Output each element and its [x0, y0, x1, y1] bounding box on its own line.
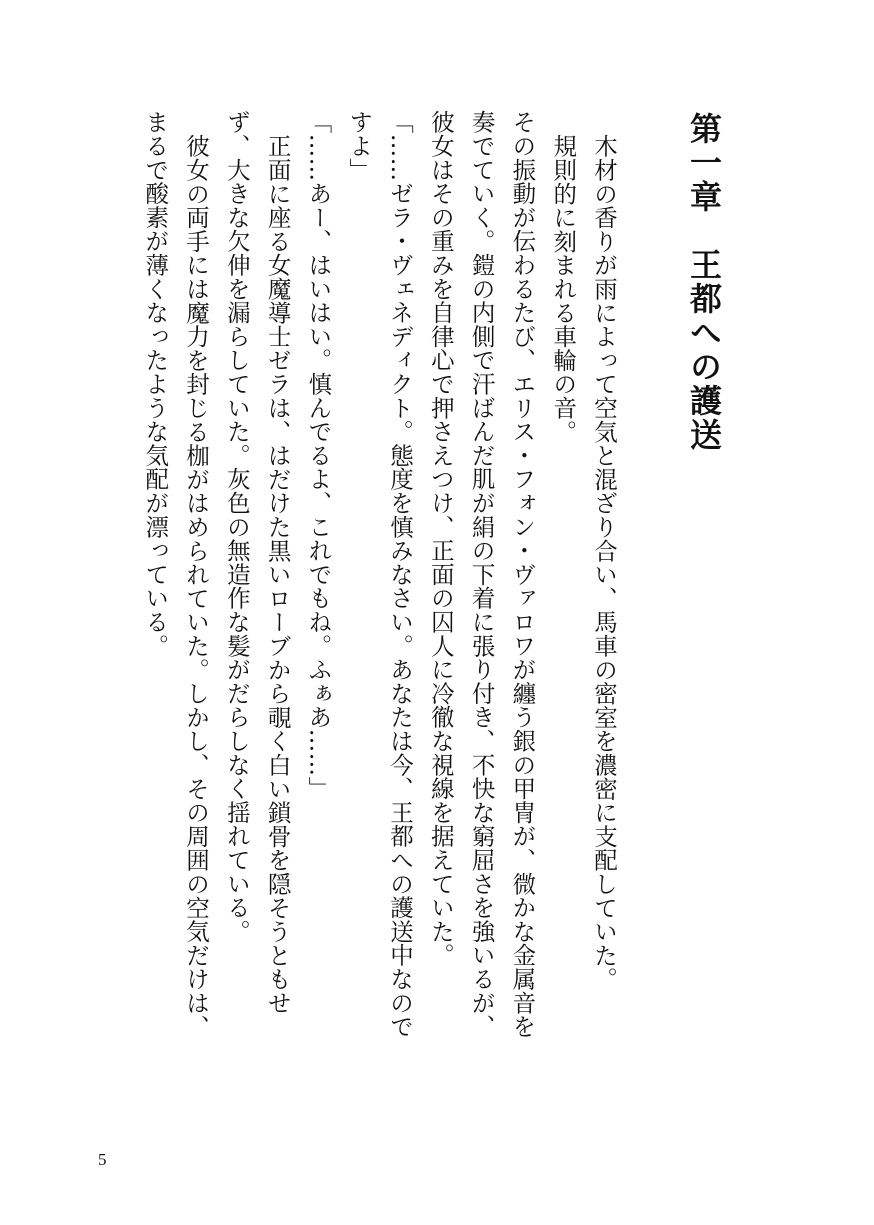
paragraph: 規則的に刻まれる車輪の音。 [549, 133, 578, 443]
paragraph: 正面に座る女魔導士ゼラは、はだけた黒いローブから覗く白い鎖骨を隠そうともせず、大きな欠伸を漏らしていた。灰色の無造作な髪がだらしなく揺れている。 [222, 110, 292, 1015]
chapter-title: 第一章 王都への護送 [685, 112, 723, 452]
page-number: 5 [98, 1150, 107, 1169]
dialogue-line: 「……ゼラ・ヴェネディクト。態度を慎みなさい。あなたは今、王都への護送中なのですよ」 [345, 110, 415, 1039]
paragraph: 彼女の両手には魔力を封じる枷がはめられていた。しかし、その周囲の空気だけは、まるで酸素が薄くなったような気配が漂っている。 [141, 110, 211, 1038]
dialogue-line: 「……あー、はいはい。慎んでるよ、これでもね。ふぁあ……」 [304, 110, 333, 801]
paragraph: その振動が伝わるたび、エリス・フォン・ヴァロワが纏う銀の甲冑が、微かな金属音を奏でていく。鎧の内側で汗ばんだ肌が絹の下着に張り付き、不快な窮屈さを強いるが、彼女はその重みを自律心で押さえつけ、正面の囚人に冷徹な視線を据えていた。 [426, 110, 537, 1039]
body-text [141, 110, 624, 1050]
paragraph: 木材の香りが雨によって空気と混ざり合い、馬車の密室を濃密に支配していた。 [590, 133, 618, 991]
